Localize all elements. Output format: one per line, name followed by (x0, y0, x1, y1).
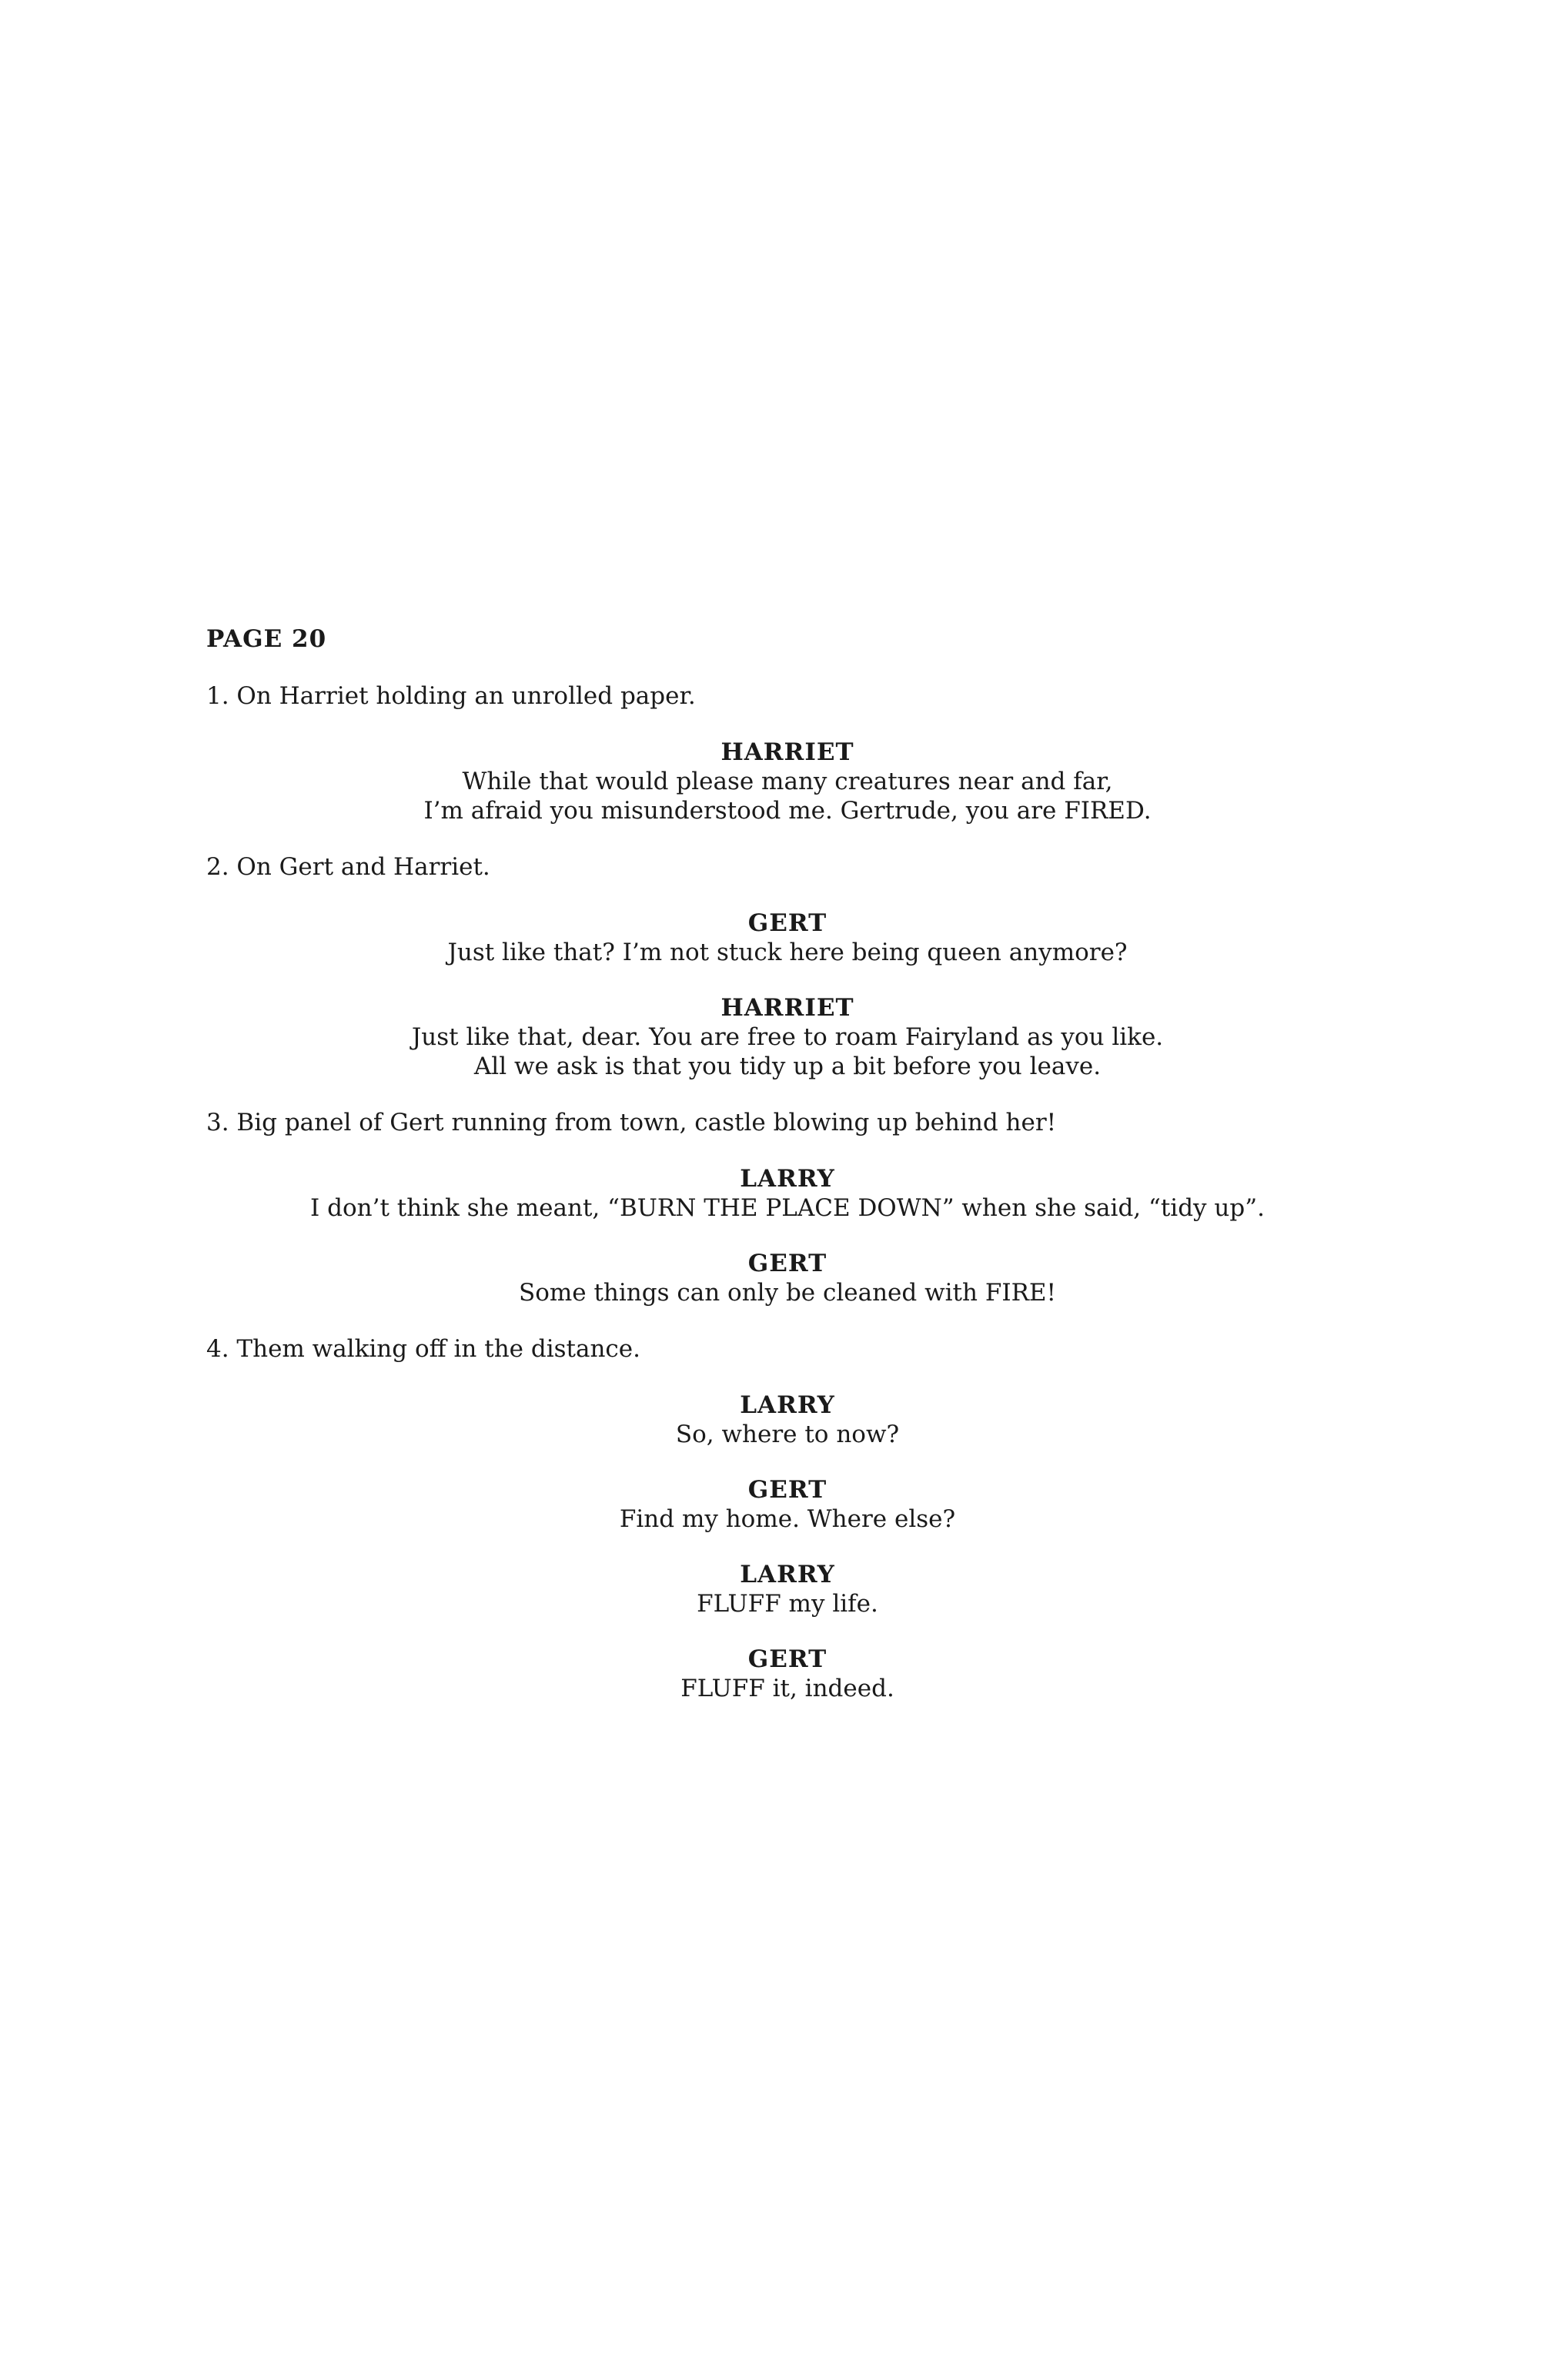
speaker-name: GERT (747, 1645, 827, 1673)
dialogue-block (206, 1391, 1369, 1449)
dialogue-line: I’m afraid you misunderstood me. Gertrude, you are FIRED. (423, 797, 1152, 825)
script-body (206, 624, 1369, 1729)
panel-description: 4. Them walking off in the distance. (206, 1335, 640, 1363)
dialogue-line: Just like that? I’m not stuck here being queen anymore? (447, 939, 1128, 966)
dialogue-line: While that would please many creatures near and far, (462, 768, 1113, 795)
panel-description: 2. On Gert and Harriet. (206, 853, 490, 881)
speaker-name: LARRY (740, 1165, 835, 1193)
dialogue-block (206, 1560, 1369, 1618)
dialogue-line: I don’t think she meant, “BURN THE PLACE DOWN” when she said, “tidy up”. (310, 1194, 1265, 1222)
dialogue-block (206, 1475, 1369, 1534)
speaker-name: LARRY (740, 1561, 835, 1588)
speaker-name: GERT (747, 909, 827, 937)
page-heading: PAGE 20 (206, 625, 327, 653)
speaker-name: GERT (747, 1476, 827, 1504)
speaker-name: LARRY (740, 1391, 835, 1419)
dialogue-block (206, 909, 1369, 967)
speaker-name: HARRIET (720, 994, 854, 1022)
dialogue-block (206, 993, 1369, 1081)
dialogue-line: FLUFF my life. (697, 1590, 878, 1618)
speaker-name: GERT (747, 1250, 827, 1277)
dialogue-line: All we ask is that you tidy up a bit before you leave. (473, 1053, 1102, 1080)
dialogue-line: So, where to now? (675, 1421, 900, 1448)
speaker-name: HARRIET (720, 738, 854, 766)
dialogue-line: FLUFF it, indeed. (680, 1675, 894, 1702)
dialogue-line: Find my home. Where else? (619, 1505, 956, 1533)
dialogue-block (206, 1164, 1369, 1223)
dialogue-block (206, 1249, 1369, 1307)
dialogue-line: Just like that, dear. You are free to roam Fairyland as you like. (411, 1023, 1164, 1051)
dialogue-block (206, 738, 1369, 825)
dialogue-line: Some things can only be cleaned with FIRE! (518, 1279, 1057, 1307)
panel-description: 3. Big panel of Gert running from town, castle blowing up behind her! (206, 1109, 1057, 1136)
panel-description: 1. On Harriet holding an unrolled paper. (206, 682, 696, 710)
dialogue-block (206, 1645, 1369, 1703)
